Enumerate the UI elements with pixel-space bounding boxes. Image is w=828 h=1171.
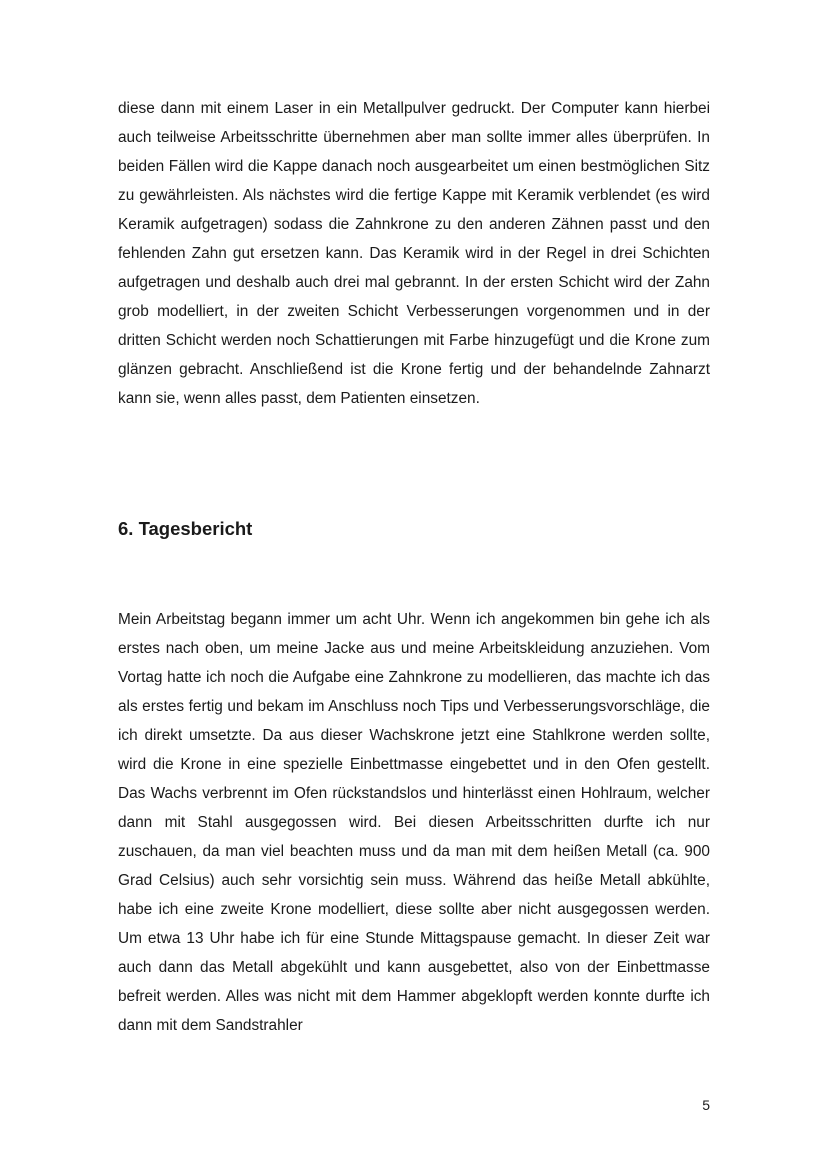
section-heading-tagesbericht: 6. Tagesbericht — [118, 518, 253, 539]
paragraph-continued: diese dann mit einem Laser in ein Metallpulver gedruckt. Der Computer kann hierbei auch teilweise Arbeitsschritte übernehmen aber man sollte immer alles überprüfen. In beiden Fällen wird die Kappe danach noch ausgearbeitet um einen bestmöglichen Sitz zu gewährleisten. Als nächstes wird die fertige Kappe mit Keramik verblendet (es wird Keramik aufgetragen) sodass die Zahnkrone zu den anderen Zähnen passt und den fehlenden Zahn gut ersetzen kann. Das Keramik wird in der Regel in drei Schichten aufgetragen und deshalb auch drei mal gebrannt. In der ersten Schicht wird der Zahn grob modelliert, in der zweiten Schicht Verbesserungen vorgenommen und in der dritten Schicht werden noch Schattierungen mit Farbe hinzugefügt und die Krone zum glänzen gebracht. Anschließend ist die Krone fertig und der behandelnde Zahnarzt kann sie, wenn alles passt, dem Patienten einsetzen. — [118, 100, 710, 407]
paragraph-tagesbericht: Mein Arbeitstag begann immer um acht Uhr. Wenn ich angekommen bin gehe ich als erstes nach oben, um meine Jacke aus und meine Arbeitskleidung anzuziehen. Vom Vortag hatte ich noch die Aufgabe eine Zahnkrone zu modellieren, das machte ich das als erstes fertig und bekam im Anschluss noch Tips und Verbesserungsvorschläge, die ich direkt umsetzte. Da aus dieser Wachskrone jetzt eine Stahlkrone werden sollte, wird die Krone in eine spezielle Einbettmasse eingebettet und in den Ofen gestellt. Das Wachs verbrennt im Ofen rückstandslos und hinterlässt einen Hohlraum, welcher dann mit Stahl ausgegossen wird. Bei diesen Arbeitsschritten durfte ich nur zuschauen, da man viel beachten muss und da man mit dem heißen Metall (ca. 900 Grad Celsius) auch sehr vorsichtig sein muss. Während das heiße Metall abkühlte, habe ich eine zweite Krone modelliert, diese sollte aber nicht ausgegossen werden. Um etwa 13 Uhr habe ich für eine Stunde Mittagspause gemacht. In dieser Zeit war auch dann das Metall abgekühlt und kann ausgebettet, also von der Einbettmasse befreit werden. Alles was nicht mit dem Hammer abgeklopft werden konnte durfte ich dann mit dem Sandstrahler — [118, 611, 710, 1034]
page-number: 5 — [702, 1097, 710, 1113]
